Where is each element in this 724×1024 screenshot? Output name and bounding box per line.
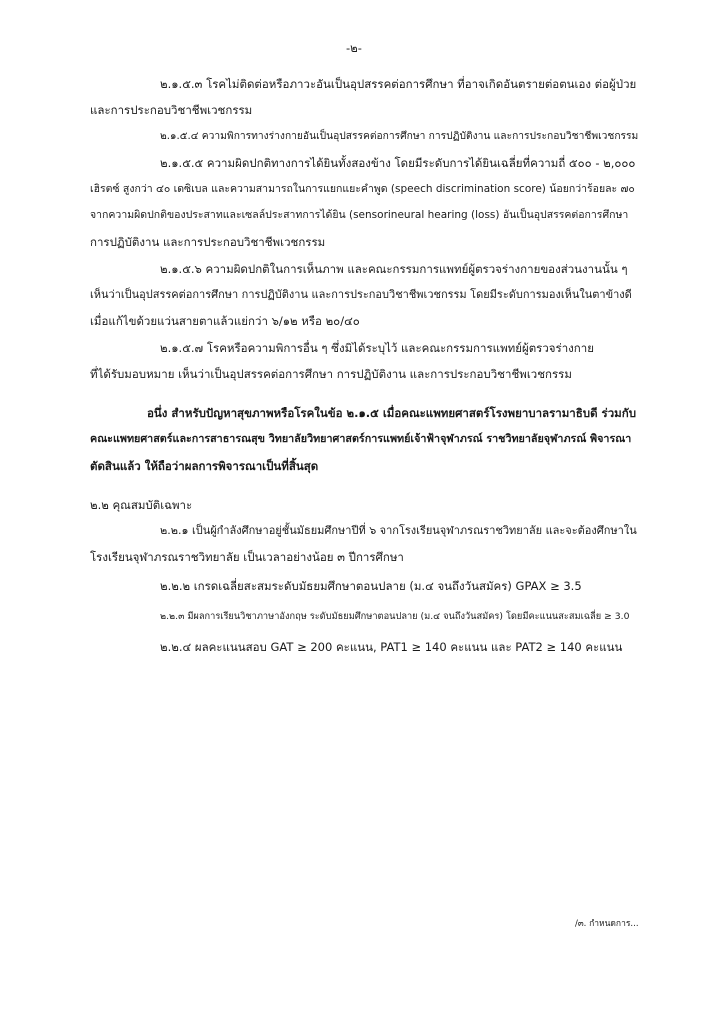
bold-note-line: อนึ่ง สำหรับปัญหาสุขภาพหรือโรคในข้อ ๒.๑.๕ เมื่อคณะแพทยศาสตร์โรงพยาบาลรามาธิบดี ร่วมกับ xyxy=(147,406,637,420)
text-line: เห็นว่าเป็นอุปสรรคต่อการศึกษา การปฏิบัติงาน และการประกอบวิชาชีพเวชกรรม โดยมีระดับการมองเห็นในตาข้างดี xyxy=(90,288,632,301)
text-line: ๒.๑.๕.๔ ความพิการทางร่างกายอันเป็นอุปสรรคต่อการศึกษา การปฏิบัติงาน และการประกอบวิชาชีพเวชกรรม xyxy=(160,130,639,142)
section-heading: ๒.๒ คุณสมบัติเฉพาะ xyxy=(90,498,193,512)
next-page-marker: /๓. กำหนดการ... xyxy=(575,919,639,929)
text-line: เมื่อแก้ไขด้วยแว่นสายตาแล้วแย่กว่า ๖/๑๒ หรือ ๒๐/๔๐ xyxy=(90,314,360,328)
text-line: ๒.๒.๒ เกรดเฉลี่ยสะสมระดับมัธยมศึกษาตอนปลาย (ม.๔ จนถึงวันสมัคร) GPAX ≥ 3.5 xyxy=(160,579,582,593)
text-line: ๒.๒.๔ ผลคะแนนสอบ GAT ≥ 200 คะแนน, PAT1 ≥ 140 คะแนน และ PAT2 ≥ 140 คะแนน xyxy=(160,640,623,654)
text-line: โรงเรียนจุฬาภรณราชวิทยาลัย เป็นเวลาอย่างน้อย ๓ ปีการศึกษา xyxy=(90,550,404,564)
text-line: ๒.๑.๕.๓ โรคไม่ติดต่อหรือภาวะอันเป็นอุปสรรคต่อการศึกษา ที่อาจเกิดอันตรายต่อตนเอง ต่อผู้ป่วย xyxy=(160,77,637,91)
text-line: ๒.๒.๓ มีผลการเรียนวิชาภาษาอังกฤษ ระดับมัธยมศึกษาตอนปลาย (ม.๔ จนถึงวันสมัคร) โดยมีคะแนนสะสมเฉลี่ย ≥ 3.0 xyxy=(160,611,630,622)
page-number: -๒- xyxy=(346,41,362,55)
text-line: ๒.๒.๑ เป็นผู้กำลังศึกษาอยู่ชั้นมัธยมศึกษาปีที่ ๖ จากโรงเรียนจุฬาภรณราชวิทยาลัย และจะต้องศึกษาใน xyxy=(160,524,637,537)
bold-note-line: คณะแพทยศาสตร์และการสาธารณสุข วิทยาลัยวิทยาศาสตร์การแพทย์เจ้าฟ้าจุฬาภรณ์ ราชวิทยาลัยจุฬาภรณ์ พิจารณา xyxy=(90,432,632,445)
text-line: ที่ได้รับมอบหมาย เห็นว่าเป็นอุปสรรคต่อการศึกษา การปฏิบัติงาน และการประกอบวิชาชีพเวชกรรม xyxy=(90,367,572,381)
text-line: การปฏิบัติงาน และการประกอบวิชาชีพเวชกรรม xyxy=(90,235,326,249)
bold-note-line: ตัดสินแล้ว ให้ถือว่าผลการพิจารณาเป็นที่สิ้นสุด xyxy=(90,459,319,473)
text-line: ๒.๑.๕.๖ ความผิดปกติในการเห็นภาพ และคณะกรรมการแพทย์ผู้ตรวจร่างกายของส่วนงานนั้น ๆ xyxy=(160,262,628,276)
text-line: และการประกอบวิชาชีพเวชกรรม xyxy=(90,103,253,117)
text-line: ๒.๑.๕.๕ ความผิดปกติทางการได้ยินทั้งสองข้าง โดยมีระดับการได้ยินเฉลี่ยที่ความถี่ ๕๐๐ - ๒,๐๐๐ xyxy=(160,156,636,170)
text-line: เฮิรตซ์ สูงกว่า ๔๐ เดซิเบล และความสามารถในการแยกแยะคำพูด (speech discrimination score) น้อยกว่าร้อยละ ๗๐ xyxy=(90,183,635,195)
text-line: จากความผิดปกติของประสาทและเซลล์ประสาทการได้ยิน (sensorineural hearing (loss) อันเป็นอุปสรรคต่อการศึกษา xyxy=(90,209,629,221)
text-line: ๒.๑.๕.๗ โรคหรือความพิการอื่น ๆ ซึ่งมิได้ระบุไว้ และคณะกรรมการแพทย์ผู้ตรวจร่างกาย xyxy=(160,341,594,355)
